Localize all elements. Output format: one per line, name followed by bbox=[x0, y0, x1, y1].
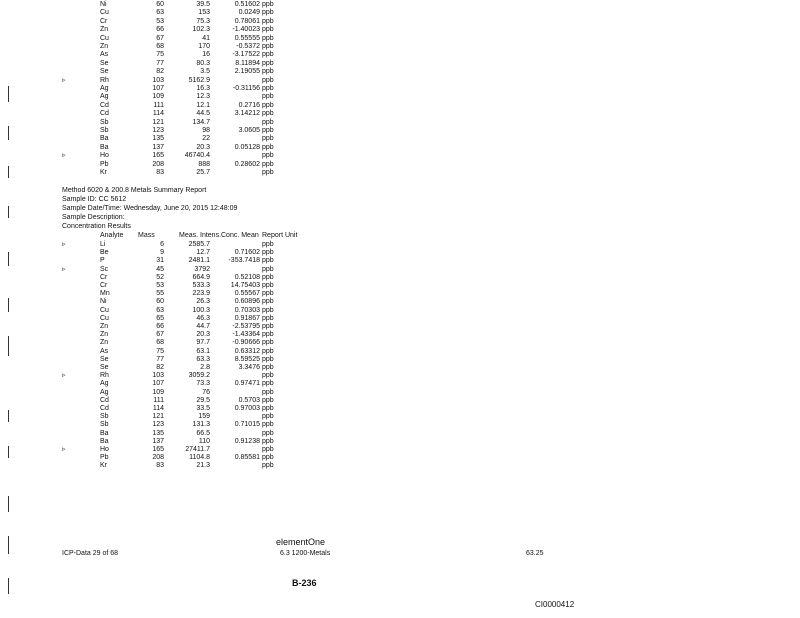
footer-right: 63.25 bbox=[526, 550, 544, 557]
conc-cell: 8.59525 bbox=[234, 355, 260, 363]
analyte-cell: Cu bbox=[100, 314, 109, 322]
analyte-cell: Cd bbox=[100, 110, 109, 118]
analyte-cell: Ho bbox=[100, 152, 109, 160]
conc-cell: 2.19055 bbox=[234, 68, 260, 76]
mass-cell: 114 bbox=[152, 110, 164, 118]
analyte-cell: Cr bbox=[100, 282, 108, 289]
conc-cell: 3.3476 bbox=[238, 364, 260, 371]
conc-cell: 0.0249 bbox=[238, 9, 260, 17]
conc-cell: -3.17522 bbox=[232, 51, 260, 59]
intensity-cell: 12.1 bbox=[196, 101, 210, 109]
intensity-cell: 63.3 bbox=[196, 355, 210, 363]
conc-cell: 0.55555 bbox=[234, 34, 260, 42]
mass-cell: 6 bbox=[160, 241, 164, 248]
unit-cell: ppb bbox=[262, 396, 274, 404]
mass-cell: 135 bbox=[152, 135, 164, 143]
intensity-cell: 21.3 bbox=[196, 462, 210, 470]
intensity-cell: 533.3 bbox=[192, 282, 210, 289]
conc-cell: 0.85581 bbox=[234, 454, 260, 462]
intensity-cell: 159 bbox=[198, 413, 210, 421]
unit-cell: ppb bbox=[262, 241, 274, 248]
unit-cell: ppb bbox=[262, 152, 274, 160]
conc-cell: 0.60896 bbox=[234, 298, 260, 306]
conc-cell: 0.51602 bbox=[234, 1, 260, 8]
unit-cell: ppb bbox=[262, 388, 274, 396]
unit-cell: ppb bbox=[262, 429, 274, 437]
unit-cell: ppb bbox=[262, 143, 274, 151]
mass-cell: 45 bbox=[156, 265, 164, 273]
conc-cell: 3.0605 bbox=[238, 127, 260, 134]
analyte-cell: Ba bbox=[100, 143, 109, 151]
mass-cell: 123 bbox=[152, 127, 164, 134]
mass-cell: 111 bbox=[153, 396, 164, 404]
intensity-cell: 25.7 bbox=[196, 169, 210, 176]
unit-cell: ppb bbox=[262, 372, 274, 380]
unit-cell: ppb bbox=[262, 314, 274, 322]
intensity-cell: 75.3 bbox=[196, 17, 210, 25]
intensity-cell: 97.7 bbox=[196, 339, 210, 347]
analyte-cell: Mn bbox=[100, 290, 110, 298]
table-row bbox=[0, 461, 320, 470]
unit-cell: ppb bbox=[262, 298, 274, 306]
intensity-cell: 153 bbox=[198, 9, 210, 17]
analyte-cell: As bbox=[100, 347, 109, 355]
unit-cell: ppb bbox=[262, 118, 274, 126]
unit-cell: ppb bbox=[262, 110, 274, 118]
unit-cell: ppb bbox=[262, 1, 274, 8]
col-conc-mean: Conc. Mean bbox=[221, 232, 259, 239]
unit-cell: ppb bbox=[262, 446, 274, 453]
unit-cell: ppb bbox=[262, 249, 274, 257]
mass-cell: 121 bbox=[152, 118, 164, 126]
mass-cell: 52 bbox=[156, 273, 164, 281]
conc-cell: 8.11894 bbox=[235, 59, 260, 67]
intensity-cell: 16 bbox=[202, 51, 210, 59]
unit-cell: ppb bbox=[262, 26, 274, 34]
unit-cell: ppb bbox=[262, 364, 274, 371]
unit-cell: ppb bbox=[262, 405, 274, 412]
mass-cell: 9 bbox=[160, 249, 164, 257]
intensity-cell: 80.3 bbox=[196, 59, 210, 67]
unit-cell: ppb bbox=[262, 462, 274, 470]
analyte-cell: Se bbox=[100, 355, 109, 363]
intensity-cell: 16.3 bbox=[196, 85, 210, 92]
analyte-cell: Ba bbox=[100, 437, 109, 445]
status-flag: ▹ bbox=[62, 372, 66, 380]
analyte-cell: Rh bbox=[100, 76, 109, 84]
intensity-cell: 44.5 bbox=[196, 110, 210, 118]
conc-cell: 0.91867 bbox=[234, 314, 260, 322]
mass-cell: 111 bbox=[153, 101, 164, 109]
mass-cell: 83 bbox=[156, 169, 164, 176]
unit-cell: ppb bbox=[262, 85, 274, 92]
conc-cell: -0.90666 bbox=[232, 339, 260, 347]
unit-cell: ppb bbox=[262, 135, 274, 143]
analyte-cell: Zn bbox=[100, 43, 109, 50]
conc-cell: 0.2716 bbox=[238, 101, 260, 109]
analyte-cell: Cd bbox=[100, 405, 109, 412]
intensity-cell: 27411.7 bbox=[185, 446, 210, 453]
intensity-cell: 12.3 bbox=[196, 93, 210, 101]
mass-cell: 77 bbox=[156, 59, 164, 67]
intensity-cell: 2.8 bbox=[200, 364, 210, 371]
intensity-cell: 41 bbox=[202, 34, 210, 42]
mass-cell: 114 bbox=[152, 405, 164, 412]
intensity-cell: 12.7 bbox=[196, 249, 210, 257]
conc-cell: 0.97471 bbox=[234, 380, 260, 388]
intensity-cell: 1104.8 bbox=[189, 454, 210, 462]
mass-cell: 103 bbox=[152, 76, 164, 84]
unit-cell: ppb bbox=[262, 43, 274, 50]
brand-name: elementOne bbox=[276, 537, 326, 547]
unit-cell: ppb bbox=[262, 273, 274, 281]
intensity-cell: 76 bbox=[202, 388, 210, 396]
intensity-cell: 664.9 bbox=[192, 273, 210, 281]
analyte-cell: Sb bbox=[100, 118, 109, 126]
mass-cell: 165 bbox=[152, 152, 164, 160]
margin-mark bbox=[8, 206, 12, 218]
analyte-cell: Sb bbox=[100, 421, 109, 429]
mass-cell: 121 bbox=[152, 413, 164, 421]
intensity-cell: 3.5 bbox=[200, 68, 210, 76]
document-id: CI0000412 bbox=[535, 600, 575, 609]
conc-cell: -1.43364 bbox=[232, 331, 260, 339]
mass-cell: 82 bbox=[156, 68, 164, 76]
intensity-cell: 100.3 bbox=[192, 306, 210, 314]
conc-cell: 0.63312 bbox=[234, 347, 260, 355]
analyte-cell: Cd bbox=[100, 101, 109, 109]
mass-cell: 83 bbox=[156, 462, 164, 470]
conc-cell: 0.52108 bbox=[234, 273, 260, 281]
unit-cell: ppb bbox=[262, 282, 274, 289]
unit-cell: ppb bbox=[262, 17, 274, 25]
intensity-cell: 33.5 bbox=[196, 405, 210, 412]
mass-cell: 107 bbox=[152, 380, 164, 388]
mass-cell: 60 bbox=[156, 298, 164, 306]
analyte-cell: Sb bbox=[100, 127, 109, 134]
mass-cell: 55 bbox=[156, 290, 164, 298]
footer-center: 6.3 1200-Metals bbox=[280, 550, 331, 557]
analyte-cell: Sb bbox=[100, 413, 109, 421]
mass-cell: 107 bbox=[152, 85, 164, 92]
intensity-cell: 2585.7 bbox=[188, 241, 210, 248]
analyte-cell: Cu bbox=[100, 9, 109, 17]
conc-cell: -353.7418 bbox=[228, 257, 260, 265]
mass-cell: 109 bbox=[152, 93, 164, 101]
intensity-cell: 3792 bbox=[194, 265, 210, 273]
status-flag: ▹ bbox=[62, 241, 66, 248]
mass-cell: 75 bbox=[156, 51, 164, 59]
mass-cell: 82 bbox=[156, 364, 164, 371]
analyte-cell: Ba bbox=[100, 429, 109, 437]
col-meas-intens: Meas. Intens. bbox=[179, 232, 222, 239]
mass-cell: 68 bbox=[156, 43, 164, 50]
analyte-cell: Cu bbox=[100, 34, 109, 42]
conc-cell: -2.53795 bbox=[232, 323, 260, 330]
mass-cell: 135 bbox=[152, 429, 164, 437]
analyte-cell: Kr bbox=[100, 462, 107, 470]
mass-cell: 65 bbox=[156, 314, 164, 322]
unit-cell: ppb bbox=[262, 331, 274, 339]
unit-cell: ppb bbox=[262, 160, 274, 168]
mass-cell: 31 bbox=[156, 257, 164, 265]
intensity-cell: 2481.1 bbox=[188, 257, 210, 265]
intensity-cell: 98 bbox=[202, 127, 210, 134]
sample-description: Sample Description: bbox=[62, 214, 125, 221]
col-report-unit: Report Unit bbox=[262, 232, 298, 239]
conc-cell: 3.14212 bbox=[234, 110, 260, 118]
intensity-cell: 20.3 bbox=[196, 331, 210, 339]
unit-cell: ppb bbox=[262, 437, 274, 445]
conc-cell: 0.28602 bbox=[234, 160, 260, 168]
mass-cell: 66 bbox=[156, 323, 164, 330]
col-mass: Mass bbox=[138, 232, 155, 239]
analyte-cell: Ni bbox=[100, 298, 107, 306]
analyte-cell: Zn bbox=[100, 339, 109, 347]
analyte-cell: Ni bbox=[100, 1, 107, 8]
analyte-cell: Cd bbox=[100, 396, 109, 404]
mass-cell: 67 bbox=[156, 331, 164, 339]
analyte-cell: Pb bbox=[100, 454, 109, 462]
conc-cell: 0.5703 bbox=[238, 396, 260, 404]
sample-id: Sample ID: CC 5612 bbox=[62, 196, 127, 203]
mass-cell: 63 bbox=[156, 9, 164, 17]
unit-cell: ppb bbox=[262, 339, 274, 347]
unit-cell: ppb bbox=[262, 59, 274, 67]
mass-cell: 53 bbox=[156, 17, 164, 25]
unit-cell: ppb bbox=[262, 265, 274, 273]
intensity-cell: 46740.4 bbox=[184, 152, 210, 160]
conc-cell: 0.70303 bbox=[234, 306, 260, 314]
mass-cell: 77 bbox=[156, 355, 164, 363]
unit-cell: ppb bbox=[262, 290, 274, 298]
mass-cell: 208 bbox=[152, 160, 164, 168]
status-flag: ▹ bbox=[62, 446, 66, 453]
analyte-cell: Zn bbox=[100, 331, 109, 339]
unit-cell: ppb bbox=[262, 380, 274, 388]
col-analyte: Analyte bbox=[100, 232, 124, 239]
analyte-cell: Ho bbox=[100, 446, 109, 453]
analyte-cell: Se bbox=[100, 68, 109, 76]
analyte-cell: Se bbox=[100, 364, 109, 371]
analyte-cell: Ag bbox=[100, 85, 109, 92]
analyte-cell: As bbox=[100, 51, 109, 59]
intensity-cell: 73.3 bbox=[196, 380, 210, 388]
conc-cell: 14.75403 bbox=[230, 282, 260, 289]
intensity-cell: 20.3 bbox=[196, 143, 210, 151]
intensity-cell: 5162.9 bbox=[188, 76, 210, 84]
unit-cell: ppb bbox=[262, 9, 274, 17]
intensity-cell: 134.7 bbox=[192, 118, 210, 126]
intensity-cell: 26.3 bbox=[196, 298, 210, 306]
intensity-cell: 46.3 bbox=[196, 314, 210, 322]
unit-cell: ppb bbox=[262, 169, 274, 176]
analyte-cell: Ag bbox=[100, 380, 109, 388]
mass-cell: 75 bbox=[156, 347, 164, 355]
analyte-cell: Cu bbox=[100, 306, 109, 314]
table-row bbox=[0, 168, 320, 177]
unit-cell: ppb bbox=[262, 127, 274, 134]
analyte-cell: Be bbox=[100, 249, 109, 257]
intensity-cell: 22 bbox=[202, 135, 210, 143]
intensity-cell: 888 bbox=[198, 160, 210, 168]
analyte-cell: Ag bbox=[100, 388, 109, 396]
unit-cell: ppb bbox=[262, 347, 274, 355]
unit-cell: ppb bbox=[262, 421, 274, 429]
conc-cell: -1.40023 bbox=[232, 26, 260, 34]
analyte-cell: Se bbox=[100, 59, 109, 67]
unit-cell: ppb bbox=[262, 34, 274, 42]
mass-cell: 165 bbox=[152, 446, 164, 453]
analyte-cell: Cr bbox=[100, 273, 108, 281]
unit-cell: ppb bbox=[262, 68, 274, 76]
analyte-cell: Ba bbox=[100, 135, 109, 143]
intensity-cell: 39.5 bbox=[196, 1, 210, 8]
mass-cell: 137 bbox=[152, 143, 164, 151]
analyte-cell: Sc bbox=[100, 265, 109, 273]
intensity-cell: 223.9 bbox=[192, 290, 210, 298]
intensity-cell: 170 bbox=[198, 43, 210, 50]
analyte-cell: P bbox=[100, 257, 105, 265]
mass-cell: 66 bbox=[156, 26, 164, 34]
unit-cell: ppb bbox=[262, 76, 274, 84]
intensity-cell: 29.5 bbox=[196, 396, 210, 404]
intensity-cell: 66.5 bbox=[196, 429, 210, 437]
conc-cell: 0.91238 bbox=[234, 437, 260, 445]
unit-cell: ppb bbox=[262, 454, 274, 462]
conc-cell: 0.71015 bbox=[234, 421, 260, 429]
unit-cell: ppb bbox=[262, 93, 274, 101]
intensity-cell: 102.3 bbox=[192, 26, 210, 34]
status-flag: ▹ bbox=[62, 152, 66, 160]
mass-cell: 53 bbox=[156, 282, 164, 289]
mass-cell: 123 bbox=[152, 421, 164, 429]
mass-cell: 137 bbox=[152, 437, 164, 445]
intensity-cell: 63.1 bbox=[196, 347, 210, 355]
mass-cell: 208 bbox=[152, 454, 164, 462]
unit-cell: ppb bbox=[262, 257, 274, 265]
unit-cell: ppb bbox=[262, 323, 274, 330]
analyte-cell: Cr bbox=[100, 17, 108, 25]
conc-cell: -0.5372 bbox=[236, 43, 260, 50]
mass-cell: 109 bbox=[152, 388, 164, 396]
mass-cell: 67 bbox=[156, 34, 164, 42]
status-flag: ▹ bbox=[62, 265, 66, 273]
margin-mark bbox=[8, 496, 12, 512]
analyte-cell: Kr bbox=[100, 169, 107, 176]
conc-cell: -0.31156 bbox=[232, 85, 260, 92]
unit-cell: ppb bbox=[262, 306, 274, 314]
status-flag: ▹ bbox=[62, 76, 66, 84]
intensity-cell: 44.7 bbox=[196, 323, 210, 330]
method-title: Method 6020 & 200.8 Metals Summary Report bbox=[62, 187, 207, 194]
intensity-cell: 110 bbox=[198, 437, 210, 445]
unit-cell: ppb bbox=[262, 413, 274, 421]
unit-cell: ppb bbox=[262, 355, 274, 363]
analyte-cell: Zn bbox=[100, 26, 109, 34]
intensity-cell: 131.3 bbox=[192, 421, 210, 429]
mass-cell: 68 bbox=[156, 339, 164, 347]
sample-datetime: Sample Date/Time: Wednesday, June 20, 2015 12:48:09 bbox=[62, 205, 238, 212]
page-number: B-236 bbox=[292, 578, 317, 588]
mass-cell: 60 bbox=[156, 1, 164, 8]
conc-cell: 0.78061 bbox=[234, 17, 260, 25]
mass-cell: 103 bbox=[152, 372, 164, 380]
conc-cell: 0.71602 bbox=[234, 249, 260, 257]
margin-mark bbox=[8, 536, 12, 554]
analyte-cell: Li bbox=[100, 241, 106, 248]
margin-mark bbox=[8, 578, 12, 594]
conc-cell: 0.97003 bbox=[234, 405, 260, 412]
conc-cell: 0.55567 bbox=[234, 290, 260, 298]
mass-cell: 63 bbox=[156, 306, 164, 314]
unit-cell: ppb bbox=[262, 101, 274, 109]
unit-cell: ppb bbox=[262, 51, 274, 59]
analyte-cell: Ag bbox=[100, 93, 109, 101]
analyte-cell: Zn bbox=[100, 323, 109, 330]
analyte-cell: Pb bbox=[100, 160, 109, 168]
intensity-cell: 3059.2 bbox=[188, 372, 210, 380]
footer-left: ICP-Data 29 of 68 bbox=[62, 550, 119, 557]
concentration-results-heading: Concentration Results bbox=[62, 223, 131, 230]
conc-cell: 0.05128 bbox=[234, 143, 260, 151]
analyte-cell: Rh bbox=[100, 372, 109, 380]
